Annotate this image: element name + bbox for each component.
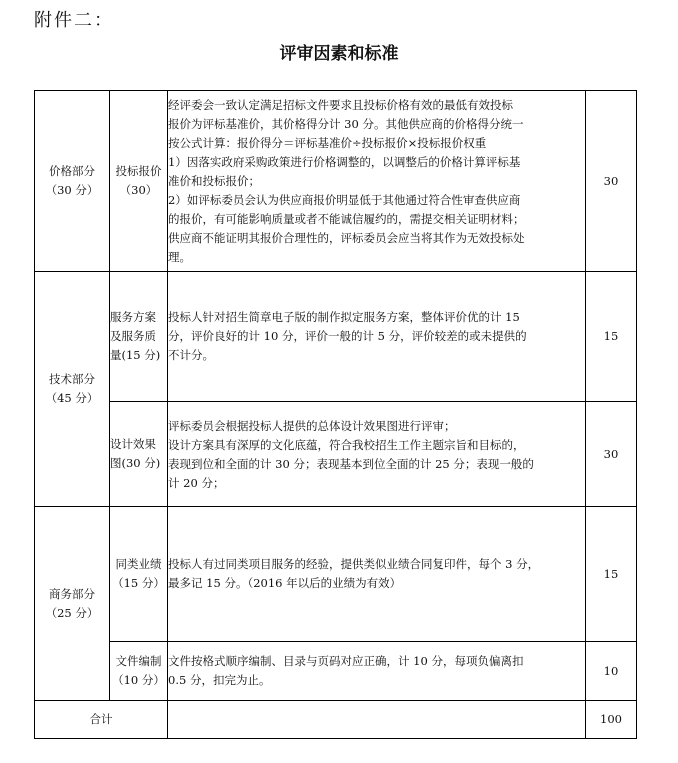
criteria-line: 投标人有过同类项目服务的经验，提供类似业绩合同复印件，每个 3 分， [168, 557, 540, 571]
score-cell: 10 [586, 642, 637, 701]
criteria-cell-design [168, 402, 586, 507]
criteria-line: 准价和投标报价； [168, 173, 260, 188]
page-title: 评审因素和标准 [279, 44, 399, 64]
item-line: 图(30 分) [110, 456, 161, 470]
criteria-line: 不计分。 [168, 348, 214, 362]
criteria-line: 供应商不能证明其报价合理性的，评标委员会应当将其作为无效投标处 [168, 230, 525, 245]
criteria-line: 评标委员会根据投标人提供的总体设计效果图进行评审； [168, 419, 456, 433]
table-row-total [35, 701, 637, 739]
table-row-tech-design [35, 402, 637, 507]
item-line: 量(15 分) [110, 348, 161, 362]
category-cell-business [35, 507, 110, 701]
category-name: 价格部分 [49, 164, 95, 178]
item-line: 设计效果 [110, 437, 156, 451]
category-name: 技术部分 [49, 372, 95, 386]
category-cell-tech [35, 272, 110, 507]
criteria-line: 文件按格式顺序编制、目录与页码对应正确，计 10 分，每项负偏离扣 [168, 654, 524, 668]
item-name: 同类业绩 [115, 557, 162, 571]
item-cell-performance [110, 507, 168, 642]
item-cell-bid-price [110, 91, 168, 272]
score-cell: 15 [586, 272, 637, 402]
score-cell: 30 [586, 402, 637, 507]
criteria-cell-performance [168, 507, 586, 642]
criteria-line: 计 20 分； [168, 476, 225, 490]
table-row-business-performance [35, 507, 637, 642]
category-name: 商务部分 [49, 586, 95, 601]
item-line: 服务方案 [110, 310, 156, 324]
criteria-line: 分，评价良好的计 10 分，评价一般的计 5 分，评价较差的或未提供的 [168, 329, 527, 343]
item-name: 文件编制 [115, 654, 162, 668]
criteria-line: 的报价，有可能影响质量或者不能诚信履约的，需提交相关证明材料； [168, 211, 525, 226]
score-cell: 15 [586, 507, 637, 642]
criteria-line: 2）如评标委员会认为供应商报价明显低于其他通过符合性审查供应商 [168, 192, 521, 207]
item-points: （30） [119, 183, 158, 197]
category-points: （45 分） [45, 391, 99, 405]
category-cell-price [35, 91, 110, 272]
total-label: 合计 [35, 701, 168, 739]
criteria-line: 最多记 15 分。（2016 年以后的业绩为有效） [168, 576, 402, 590]
category-points: （25 分） [45, 605, 99, 620]
criteria-line: 报价为评标基准价，其价格得分计 30 分。其他供应商的价格得分统一 [168, 116, 524, 131]
item-line: 及服务质 [110, 329, 156, 343]
criteria-line: 0.5 分，扣完为止。 [168, 673, 271, 687]
item-points: （15 分） [112, 576, 165, 590]
category-points: （30 分） [45, 183, 99, 197]
table-row-tech-service [35, 272, 637, 402]
total-score: 100 [586, 701, 637, 739]
item-name: 投标报价 [115, 164, 162, 178]
criteria-line: 经评委会一致认定满足招标文件要求且投标价格有效的最低有效投标 [168, 97, 513, 112]
item-points: （10 分） [112, 673, 165, 687]
criteria-cell-service-plan [168, 272, 586, 402]
item-cell-design [110, 402, 168, 507]
item-cell-service-plan [110, 272, 168, 402]
table-row-price [35, 91, 637, 272]
table-row-business-docs [35, 642, 637, 701]
item-cell-docs [110, 642, 168, 701]
criteria-line: 按公式计算：报价得分＝评标基准价÷投标报价×投标报价权重 [168, 135, 487, 150]
criteria-line: 设计方案具有深厚的文化底蕴，符合我校招生工作主题宗旨和目标的， [168, 438, 525, 452]
criteria-cell-price [168, 91, 586, 272]
criteria-line: 投标人针对招生简章电子版的制作拟定服务方案，整体评价优的计 15 [168, 310, 520, 324]
evaluation-criteria-table [34, 90, 637, 739]
criteria-line: 表现到位和全面的计 30 分；表现基本到位全面的计 25 分；表现一般的 [168, 457, 534, 471]
criteria-cell-docs [168, 642, 586, 701]
attachment-label: 附件二： [34, 10, 114, 31]
score-cell: 30 [586, 91, 637, 272]
total-empty-cell [168, 701, 586, 739]
criteria-line: 理。 [168, 249, 191, 264]
criteria-line: 1）因落实政府采购政策进行价格调整的，以调整后的价格计算评标基 [168, 154, 521, 169]
